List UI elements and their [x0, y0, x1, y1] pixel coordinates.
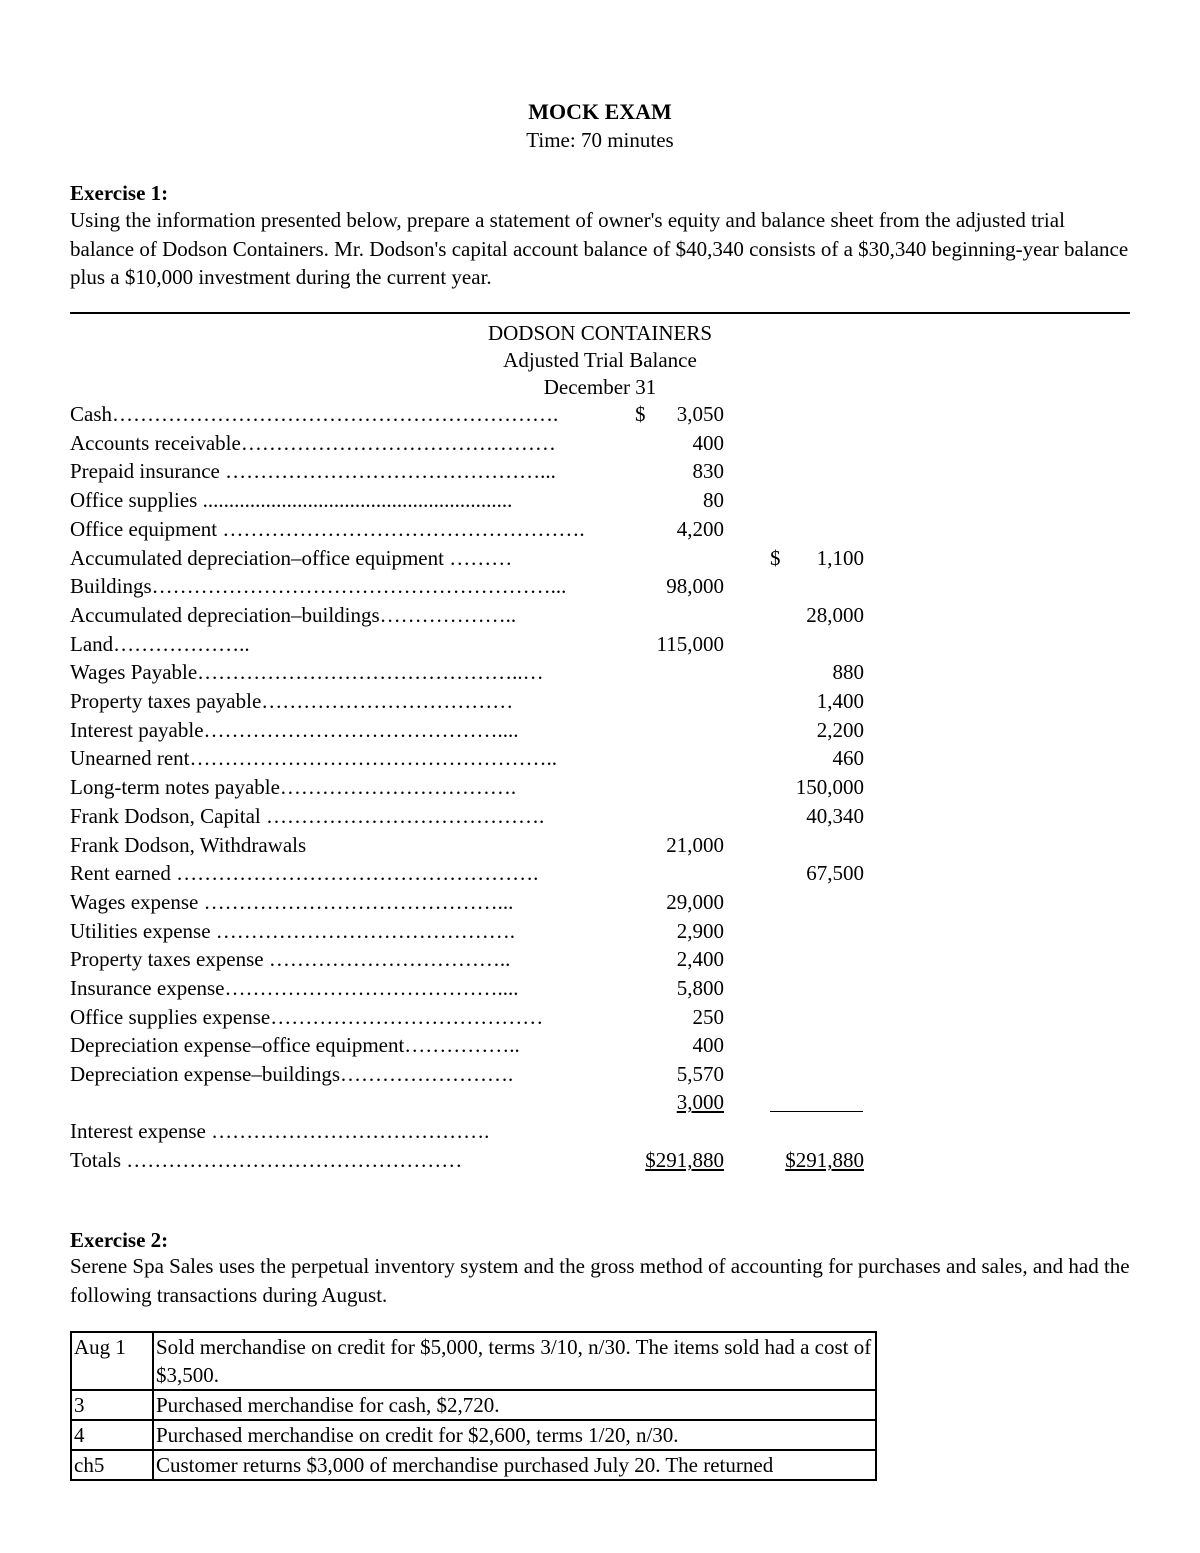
tb-account-label: Accounts receivable………………………………………	[70, 430, 556, 455]
tb-account-label: Office supplies expense…………………………………	[70, 1004, 544, 1029]
tb-account-label: Insurance expense…………………………………....	[70, 976, 519, 1000]
tb-credit-amount: 150,000	[795, 775, 864, 800]
transaction-description: Purchased merchandise on credit for $2,600, terms 1/20, n/30.	[153, 1420, 876, 1450]
exam-time: Time: 70 minutes	[526, 128, 674, 152]
tb-account-label: Interest payable……………………………………....	[70, 717, 519, 742]
tb-row	[70, 831, 870, 859]
tb-credit-amount: 1,100	[816, 545, 864, 570]
tb-account-label: Long-term notes payable…………………………….	[70, 775, 517, 800]
section-divider	[70, 312, 1130, 314]
tb-account-label: Accumulated depreciation–office equipment ………	[70, 545, 513, 570]
tb-extra-debit: 3,000	[676, 1090, 724, 1114]
transaction-description: Purchased merchandise for cash, $2,720.	[153, 1390, 876, 1420]
tb-credit-amount: 40,340	[806, 803, 864, 828]
tb-account-label: Wages expense ……………………………………...	[70, 889, 514, 914]
tb-account-label: Frank Dodson, Withdrawals	[70, 832, 307, 857]
tb-debit-amount: 80	[703, 488, 724, 513]
tb-account-label: Office supplies ...........................................................	[70, 488, 513, 513]
transaction-row	[71, 1390, 876, 1420]
transaction-description: Customer returns $3,000 of merchandise purchased July 20. The returned	[153, 1450, 876, 1480]
tb-row	[70, 945, 870, 973]
tb-account-label: Depreciation expense–buildings…………………….	[70, 1062, 514, 1087]
transaction-row	[71, 1420, 876, 1450]
exam-title: MOCK EXAM	[528, 99, 672, 124]
credit-total-rule	[770, 1111, 863, 1112]
tb-row	[70, 658, 870, 686]
tb-total-credit: $291,880	[785, 1148, 864, 1172]
transaction-row	[71, 1332, 876, 1390]
tb-row	[70, 457, 870, 485]
tb-row	[70, 630, 870, 658]
exercise1-text: Using the information presented below, prepare a statement of owner's equity and balance sheet from the adjusted trial balance of Dodson Containers. Mr. Dodson's capital account balance of $40,340 consists of a $30,340 beginning-year balance plus a $10,000 investment during the current year.	[70, 208, 1129, 289]
tb-row	[70, 974, 870, 1002]
tb-debit-amount: 98,000	[666, 574, 724, 599]
exercise2-text: Serene Spa Sales uses the perpetual inventory system and the gross method of accounting for purchases and sales, and had the following transactions during August.	[70, 1254, 1130, 1307]
tb-row-extra	[70, 1088, 870, 1116]
tb-row	[70, 1060, 870, 1088]
transaction-description: Sold merchandise on credit for $5,000, terms 3/10, n/30. The items sold had a cost of $3,500.	[153, 1332, 876, 1390]
tb-account-label: Property taxes payable………………………………	[70, 689, 514, 713]
tb-debit-amount: 5,570	[676, 1062, 724, 1087]
tb-debit-amount: 250	[692, 1004, 724, 1029]
transaction-date: 4	[71, 1420, 153, 1450]
tb-totals-label: Totals …………………………………………	[70, 1148, 463, 1172]
tb-debit-amount: 400	[692, 1033, 724, 1058]
tb-account-label: Land………………..	[70, 631, 250, 656]
transaction-date: ch5	[71, 1450, 153, 1480]
tb-debit-amount: 29,000	[666, 889, 724, 914]
tb-row	[70, 744, 870, 772]
tb-credit-amount: 460	[832, 746, 864, 771]
tb-row	[70, 1031, 870, 1059]
tb-account-label: Buildings…………………………………………………...	[70, 574, 567, 599]
tb-row	[70, 716, 870, 744]
tb-debit-amount: 830	[692, 459, 724, 484]
tb-row-interest	[70, 1117, 870, 1145]
exercise1-heading: Exercise 1:	[70, 181, 169, 205]
tb-row	[70, 601, 870, 629]
tb-date: December 31	[543, 375, 657, 399]
tb-account-label: Property taxes expense ……………………………..	[70, 947, 511, 972]
tb-row	[70, 773, 870, 801]
tb-row	[70, 802, 870, 830]
tb-account-label: Office equipment …………………………………………….	[70, 516, 585, 541]
tb-credit-amount: 2,200	[816, 717, 864, 742]
tb-account-label: Cash……………………………………………………….	[70, 402, 559, 426]
tb-total-debit: $291,880	[645, 1148, 724, 1172]
tb-dollar-sign: $	[770, 545, 781, 570]
tb-debit-amount: 2,400	[676, 947, 724, 972]
transaction-row	[71, 1450, 876, 1480]
tb-interest-label: Interest expense ………………………………….	[70, 1119, 490, 1143]
exercise2-heading: Exercise 2:	[70, 1228, 169, 1252]
tb-row	[70, 888, 870, 916]
tb-credit-amount: 67,500	[806, 861, 864, 886]
tb-title: Adjusted Trial Balance	[503, 348, 697, 372]
tb-row-totals	[70, 1146, 870, 1174]
tb-account-label: Rent earned …………………………………………….	[70, 861, 539, 886]
tb-account-label: Wages Payable………………………………………..…	[70, 660, 544, 685]
tb-account-label: Depreciation expense–office equipment……………..	[70, 1033, 520, 1058]
tb-row	[70, 687, 870, 715]
tb-debit-amount: 5,800	[676, 976, 724, 1000]
tb-row	[70, 486, 870, 514]
tb-account-label: Frank Dodson, Capital ………………………………….	[70, 803, 545, 828]
tb-company: DODSON CONTAINERS	[487, 321, 713, 345]
tb-row	[70, 515, 870, 543]
tb-row	[70, 859, 870, 887]
tb-account-label: Unearned rent……………………………………………..	[70, 746, 558, 771]
tb-credit-amount: 28,000	[806, 602, 864, 627]
tb-credit-amount: 1,400	[816, 689, 864, 713]
tb-account-label: Accumulated depreciation–buildings………………..	[70, 602, 517, 627]
transaction-date: 3	[71, 1390, 153, 1420]
tb-account-label: Prepaid insurance ………………………………………...	[70, 459, 556, 484]
tb-debit-amount: 115,000	[656, 631, 724, 656]
tb-row	[70, 1003, 870, 1031]
tb-dollar-sign: $	[635, 402, 646, 426]
tb-account-label: Utilities expense …………………………………….	[70, 918, 516, 943]
tb-row	[70, 544, 870, 572]
tb-row	[70, 917, 870, 945]
tb-row	[70, 429, 870, 457]
tb-debit-amount: 4,200	[676, 516, 724, 541]
transactions-table	[70, 1331, 877, 1481]
tb-debit-amount: 2,900	[676, 918, 724, 943]
transaction-date: Aug 1	[71, 1332, 153, 1390]
tb-debit-amount: 400	[692, 430, 724, 455]
tb-debit-amount: 3,050	[676, 402, 724, 426]
tb-credit-amount: 880	[832, 660, 864, 685]
tb-row	[70, 572, 870, 600]
tb-debit-amount: 21,000	[666, 832, 724, 857]
tb-row	[70, 400, 870, 428]
